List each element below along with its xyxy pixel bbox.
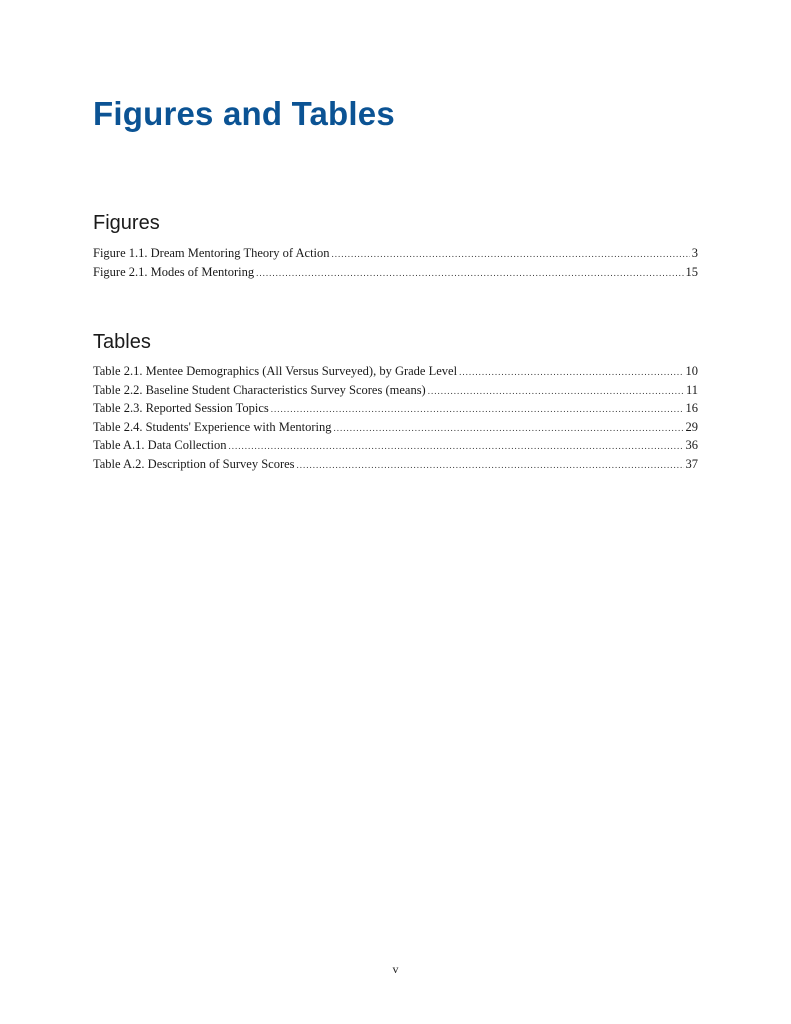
toc-entry-table[interactable] <box>93 456 698 475</box>
dot-leader <box>297 457 684 475</box>
toc-entry-page: 16 <box>685 401 698 415</box>
toc-entry-table[interactable] <box>93 437 698 456</box>
toc-entry-table[interactable] <box>93 363 698 382</box>
tables-list <box>93 363 698 474</box>
toc-entry-label: Figure 2.1. Modes of Mentoring <box>93 264 255 279</box>
toc-entry-figure[interactable] <box>93 245 698 264</box>
toc-entry-figure[interactable] <box>93 264 698 283</box>
toc-entry-page: 11 <box>685 382 698 397</box>
dot-leader <box>333 420 683 438</box>
dot-leader <box>271 401 684 419</box>
toc-entry-label: Table A.2. Description of Survey Scores <box>93 456 295 471</box>
dot-leader <box>332 246 690 264</box>
page-number: v <box>392 962 399 976</box>
toc-entry-label: Table 2.1. Mentee Demographics (All Versus Surveyed), by Grade Level <box>93 364 458 378</box>
toc-entry-label: Table 2.4. Students' Experience with Mentoring <box>93 419 332 434</box>
figures-list <box>93 245 698 282</box>
toc-entry-label: Table 2.2. Baseline Student Characteristics Survey Scores (means) <box>93 382 426 397</box>
figures-heading: Figures <box>93 212 160 234</box>
page-title: Figures and Tables <box>93 95 395 132</box>
toc-entry-page: 15 <box>685 264 698 279</box>
dot-leader <box>256 265 683 283</box>
toc-entry-page: 36 <box>685 438 698 452</box>
dot-leader <box>428 383 684 401</box>
toc-entry-table[interactable] <box>93 400 698 419</box>
toc-entry-table[interactable] <box>93 382 698 401</box>
toc-entry-page: 3 <box>691 246 698 260</box>
toc-entry-label: Table A.1. Data Collection <box>93 438 227 452</box>
toc-entry-page: 10 <box>685 364 698 378</box>
toc-entry-table[interactable] <box>93 419 698 438</box>
toc-entry-label: Table 2.3. Reported Session Topics <box>93 401 269 415</box>
dot-leader <box>459 364 683 382</box>
toc-entry-label: Figure 1.1. Dream Mentoring Theory of Action <box>93 246 330 260</box>
dot-leader <box>228 438 683 456</box>
tables-heading: Tables <box>93 331 151 353</box>
toc-entry-page: 37 <box>685 456 698 471</box>
toc-entry-page: 29 <box>685 419 698 434</box>
